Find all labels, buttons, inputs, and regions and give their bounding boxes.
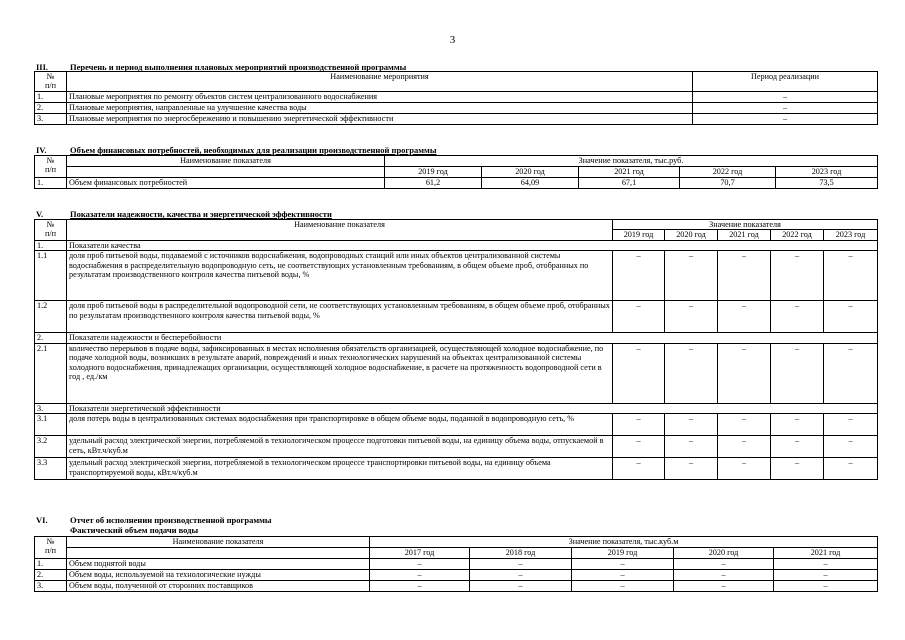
table-row [35, 178, 878, 189]
table-row [35, 559, 878, 570]
table-row [35, 113, 878, 124]
row-value: – [613, 414, 665, 436]
row-name: удельный расход электрической энергии, потребляемой в технологическом процессе подготовки питьевой воды, на единицу объема воды, отпускаемой в сеть, кВт.ч/куб.м [67, 436, 613, 458]
row-value: – [370, 559, 470, 570]
table-row [35, 570, 878, 581]
row-value: – [824, 436, 878, 458]
row-value: 73,5 [776, 178, 878, 189]
table-header-row [35, 220, 878, 230]
section-5-heading [36, 209, 332, 219]
row-number: 1.2 [35, 301, 67, 333]
header-name: Наименование показателя [67, 156, 385, 167]
header-name: Наименование показателя [67, 537, 370, 548]
row-value: – [718, 343, 771, 403]
header-name-blank [67, 167, 385, 178]
section-3-number: III. [36, 62, 49, 72]
row-number: 3.2 [35, 436, 67, 458]
header-name: Наименование мероприятия [67, 72, 693, 92]
row-value: – [771, 436, 824, 458]
row-number: 1. [35, 91, 67, 102]
row-number: 1.1 [35, 251, 67, 301]
row-number: 3.3 [35, 458, 67, 480]
header-year: 2023 год [824, 230, 878, 240]
section-6-title: Отчет об исполнении производственной программы [70, 515, 272, 525]
header-year: 2020 год [665, 230, 718, 240]
table-row [35, 414, 878, 436]
row-number: 1. [35, 178, 67, 189]
header-year: 2019 год [613, 230, 665, 240]
header-year: 2022 год [771, 230, 824, 240]
row-value: – [774, 570, 878, 581]
row-value: – [771, 301, 824, 333]
row-name: Объем воды, полученной от сторонних поставщиков [67, 581, 370, 592]
row-value: – [613, 436, 665, 458]
row-value: – [718, 251, 771, 301]
row-value: – [718, 436, 771, 458]
row-value: – [771, 458, 824, 480]
row-value: – [774, 581, 878, 592]
row-number: 1. [35, 559, 67, 570]
row-value: – [771, 343, 824, 403]
table-header-years-row [35, 167, 878, 178]
header-number-sublabel: п/п [44, 165, 57, 175]
row-name: Плановые мероприятия по ремонту объектов систем централизованного водоснабжения [67, 91, 693, 102]
header-value: Значение показателя, тыс.куб.м [370, 537, 878, 548]
row-value: – [674, 581, 774, 592]
row-name: Объем воды, используемой на технологические нужды [67, 570, 370, 581]
row-value: – [470, 559, 572, 570]
row-period: – [693, 91, 878, 102]
table-header-row [35, 72, 878, 92]
table-row [35, 436, 878, 458]
header-year: 2022 год [680, 167, 776, 178]
row-value: – [572, 581, 674, 592]
row-period: – [693, 113, 878, 124]
row-value: – [824, 414, 878, 436]
section-6-number: VI. [36, 515, 48, 525]
row-number: 3. [35, 113, 67, 124]
table-row [35, 458, 878, 480]
row-value: – [665, 251, 718, 301]
group-name: Показатели надежности и бесперебойности [67, 333, 878, 343]
header-year: 2019 год [572, 548, 674, 559]
group-row [35, 333, 878, 343]
row-value: 70,7 [680, 178, 776, 189]
row-number: 2. [35, 570, 67, 581]
table-row [35, 91, 878, 102]
table-row [35, 102, 878, 113]
row-name: Плановые мероприятия по энергосбережению и повышению энергетической эффективности [67, 113, 693, 124]
section-4-heading [36, 145, 436, 155]
row-value: – [718, 414, 771, 436]
row-name: доля проб питьевой воды, подаваемой с источников водоснабжения, водопроводных станций или иных объектов централизованной системы водоснабжения в распределительную водопроводную сеть, не соответствующих установленным требованиям, в общем объеме проб, отобранных по результатам производственного контроля качества питьевой воды, % [67, 251, 613, 301]
row-number: 3.1 [35, 414, 67, 436]
row-name: количество перерывов в подаче воды, зафиксированных в местах исполнения обязательств организацией, осуществляющей холодное водоснабжение, по подаче холодной воды, возникших в результате аварий, повреждений и иных технологических нарушений на объектах централизованной системы холодного водоснабжения, принадлежащих организации, осуществляющей холодное водоснабжение, в расчете на протяженность водопроводной сети в год , ед./км [67, 343, 613, 403]
row-value: – [613, 458, 665, 480]
row-value: – [665, 414, 718, 436]
row-value: – [613, 251, 665, 301]
planned-activities-table [34, 71, 878, 125]
group-row [35, 240, 878, 250]
row-value: – [824, 301, 878, 333]
header-year: 2019 год [385, 167, 482, 178]
header-year: 2017 год [370, 548, 470, 559]
row-value: – [665, 343, 718, 403]
row-value: – [718, 458, 771, 480]
header-number [35, 537, 67, 559]
row-value: – [824, 343, 878, 403]
row-value: – [824, 458, 878, 480]
row-name: Объем поднятой воды [67, 559, 370, 570]
water-supply-table [34, 536, 878, 592]
row-name: Плановые мероприятия, направленные на улучшение качества воды [67, 102, 693, 113]
table-row [35, 581, 878, 592]
header-number-sublabel: п/п [44, 81, 57, 91]
header-value: Значение показателя [613, 220, 878, 230]
row-value: – [470, 581, 572, 592]
header-year: 2018 год [470, 548, 572, 559]
row-name: доля проб питьевой воды в распределительной водопроводной сети, не соответствующих установленным требованиям, в общем объеме проб, отобранных по результатам производственного контроля качества питьевой воды, % [67, 301, 613, 333]
section-6-subtitle: Фактический объем подачи воды [70, 525, 199, 535]
section-6-heading [36, 515, 272, 525]
row-name: доля потерь воды в централизованных системах водоснабжения при транспортировке в общем объеме воды, поданной в водопроводную сеть, % [67, 414, 613, 436]
header-name-blank [67, 548, 370, 559]
table-header-row [35, 156, 878, 167]
row-value: – [665, 301, 718, 333]
header-year: 2021 год [718, 230, 771, 240]
row-value: – [824, 251, 878, 301]
row-value: – [370, 570, 470, 581]
header-number-label: № [46, 72, 55, 81]
row-value: – [771, 251, 824, 301]
header-year: 2021 год [774, 548, 878, 559]
row-value: – [665, 458, 718, 480]
group-name: Показатели энергетической эффективности [67, 403, 878, 413]
indicators-table [34, 219, 878, 480]
page-number: 3 [449, 34, 456, 46]
row-number: 1. [35, 240, 67, 250]
group-row [35, 403, 878, 413]
section-4-number: IV. [36, 145, 47, 155]
header-number-label: № [46, 220, 55, 229]
row-value: 64,09 [482, 178, 579, 189]
group-name: Показатели качества [67, 240, 878, 250]
row-value: – [718, 301, 771, 333]
section-5-title: Показатели надежности, качества и энергетической эффективности [70, 209, 332, 219]
header-number [35, 156, 67, 178]
header-value: Значение показателя, тыс.руб. [385, 156, 878, 167]
table-header-years-row [35, 548, 878, 559]
row-value: – [470, 570, 572, 581]
row-number: 2. [35, 102, 67, 113]
header-year: 2020 год [674, 548, 774, 559]
row-value: – [674, 559, 774, 570]
row-period: – [693, 102, 878, 113]
header-year: 2021 год [579, 167, 680, 178]
row-number: 3. [35, 581, 67, 592]
row-value: – [674, 570, 774, 581]
header-year: 2023 год [776, 167, 878, 178]
header-number-sublabel: п/п [44, 546, 57, 556]
row-number: 2.1 [35, 343, 67, 403]
header-year: 2020 год [482, 167, 579, 178]
section-4-title: Объем финансовых потребностей, необходимых для реализации производственной программы [70, 145, 437, 155]
row-value: – [613, 301, 665, 333]
table-row [35, 301, 878, 333]
row-value: – [370, 581, 470, 592]
header-name: Наименование показателя [67, 220, 613, 241]
row-name: Объем финансовых потребностей [67, 178, 385, 189]
row-name: удельный расход электрической энергии, потребляемой в технологическом процессе транспортировки питьевой воды, на единицу объема транспортируемой воды, кВт.ч/куб.м [67, 458, 613, 480]
row-value: – [774, 559, 878, 570]
row-value: – [572, 570, 674, 581]
row-value: – [771, 414, 824, 436]
row-value: – [572, 559, 674, 570]
row-value: 61,2 [385, 178, 482, 189]
header-period: Период реализации [693, 72, 878, 92]
header-number-sublabel: п/п [44, 229, 57, 239]
header-number [35, 220, 67, 241]
table-row [35, 343, 878, 403]
row-value: 67,1 [579, 178, 680, 189]
section-5-number: V. [36, 209, 44, 219]
row-number: 3. [35, 403, 67, 413]
header-number-label: № [46, 537, 55, 546]
table-header-row [35, 537, 878, 548]
financial-needs-table [34, 155, 878, 189]
table-row [35, 251, 878, 301]
row-number: 2. [35, 333, 67, 343]
section-3-title: Перечень и период выполнения плановых мероприятий производственной программы [70, 62, 407, 72]
row-value: – [665, 436, 718, 458]
header-number-label: № [46, 156, 55, 165]
header-number [35, 72, 67, 92]
row-value: – [613, 343, 665, 403]
